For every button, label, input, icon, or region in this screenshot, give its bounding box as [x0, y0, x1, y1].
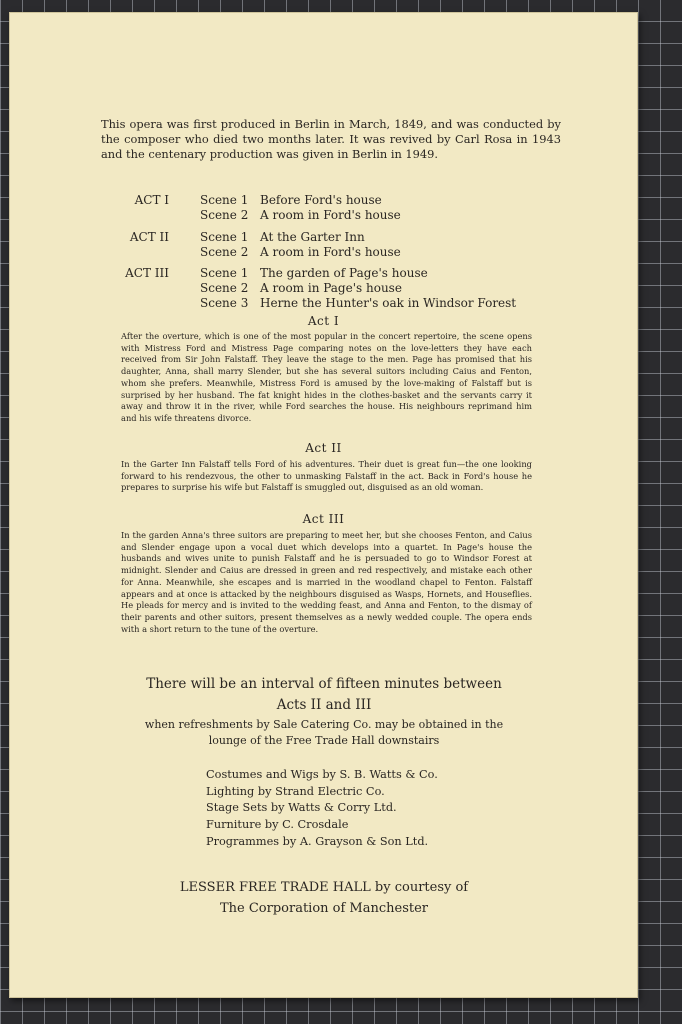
- scene-numbers: [200, 193, 248, 223]
- scene-location: A room in Ford's house: [260, 208, 401, 222]
- scene-numbers: [200, 230, 248, 260]
- scene-numbers: [200, 266, 248, 311]
- scene-number: Scene 3: [200, 296, 249, 310]
- summary-heading-act-3: Act III: [302, 512, 345, 526]
- scene-number: Scene 1: [200, 230, 249, 244]
- venue-courtesy: The Corporation of Manchester: [219, 901, 429, 916]
- scene-number: Scene 2: [200, 245, 249, 259]
- credit-line: Costumes and Wigs by S. B. Watts & Co.: [206, 768, 438, 781]
- scene-location: The garden of Page's house: [260, 266, 428, 280]
- scene-location: A room in Ford's house: [260, 245, 401, 259]
- scene-number: Scene 1: [200, 266, 249, 280]
- summary-text-act-3: In the garden Anna's three suitors are preparing to meet her, but she chooses Fenton, and Caius and Slender engage upon a vocal duet which develops into a quartet. In Page's house the husbands and wives unite to punish Falstaff and he is persuaded to go to Windsor Forest at midnight. Slender and Caius are dressed in green and red respectively, and mistake each other for Anna. Meanwhile, she escapes and is married in the woodland chapel to Fenton. Falstaff appears and at once is attacked by the neighbours disguised as Wasps, Hornets, and Houseflies. He pleads for mercy and is invited to the wedding feast, and Anna and Fenton, to the dismay of their parents and other suitors, present themselves as a newly wedded couple. The opera ends with a short return to the tune of the overture.: [121, 530, 532, 634]
- scene-number: Scene 1: [200, 193, 249, 207]
- summary-heading-act-1: Act I: [307, 314, 340, 328]
- programme-page: [9, 12, 638, 998]
- venue-line: LESSER FREE TRADE HALL by courtesy of: [179, 880, 469, 895]
- interval-notice: [69, 674, 579, 749]
- credit-line: Furniture by C. Crosdale: [206, 818, 349, 832]
- scene-locations: [260, 266, 516, 311]
- refreshments-line: when refreshments by Sale Catering Co. may be obtained in the: [144, 718, 504, 731]
- summary-text-act-2: In the Garter Inn Falstaff tells Ford of his adventures. Their duet is great fun—the one looking forward to his rendezvous, the other to unmasking Falstaff in the act. Back in Ford's house he prepares to surprise his wife but Falstaff is smuggled out, disguised as an old woman.: [121, 459, 532, 493]
- act-name: ACT III: [125, 266, 169, 280]
- interval-line: There will be an interval of fifteen minutes between: [146, 676, 502, 692]
- scene-location: A room in Page's house: [260, 281, 402, 295]
- scene-number: Scene 2: [200, 281, 249, 295]
- scene-location: At the Garter Inn: [260, 230, 365, 244]
- summary-heading-act-2: Act II: [305, 441, 342, 455]
- summary-text-act-1: After the overture, which is one of the most popular in the concert repertoire, the scene opens with Mistress Ford and Mistress Page comparing notes on the love-letters they have each received from Sir John Falstaff. They leave the stage to the men. Page has promised that his daughter, Anna, shall marry Slender, but she has several suitors including Caius and Fenton, whom she prefers. Meanwhile, Mistress Ford is amused by the love-making of Falstaff but is surprised by her husband. The fat knight hides in the clothes-basket and the servants carry it away and throw it in the river, while Ford searches the house. His neighbours reprimand him and his wife threatens divorce.: [121, 331, 532, 423]
- act-name: ACT II: [129, 230, 169, 244]
- act-name: ACT I: [134, 193, 169, 207]
- refreshments-location: lounge of the Free Trade Hall downstairs: [208, 734, 440, 747]
- scene-location: Herne the Hunter's oak in Windsor Forest: [260, 296, 517, 310]
- credit-line: Stage Sets by Watts & Corry Ltd.: [206, 801, 397, 815]
- scene-locations: [260, 193, 401, 223]
- credit-line: Programmes by A. Grayson & Son Ltd.: [206, 834, 429, 848]
- interval-acts: Acts II and III: [276, 697, 372, 713]
- production-credits: [206, 767, 438, 851]
- credit-line: Lighting by Strand Electric Co.: [206, 784, 385, 798]
- venue-notice: [69, 877, 579, 919]
- scene-locations: [260, 230, 401, 260]
- scene-number: Scene 2: [200, 208, 249, 222]
- intro-paragraph: This opera was first produced in Berlin in March, 1849, and was conducted by the composer who died two months later. It was revived by Carl Rosa in 1943 and the centenary production was given in Berlin in 1949.: [101, 117, 561, 161]
- scene-location: Before Ford's house: [260, 193, 382, 207]
